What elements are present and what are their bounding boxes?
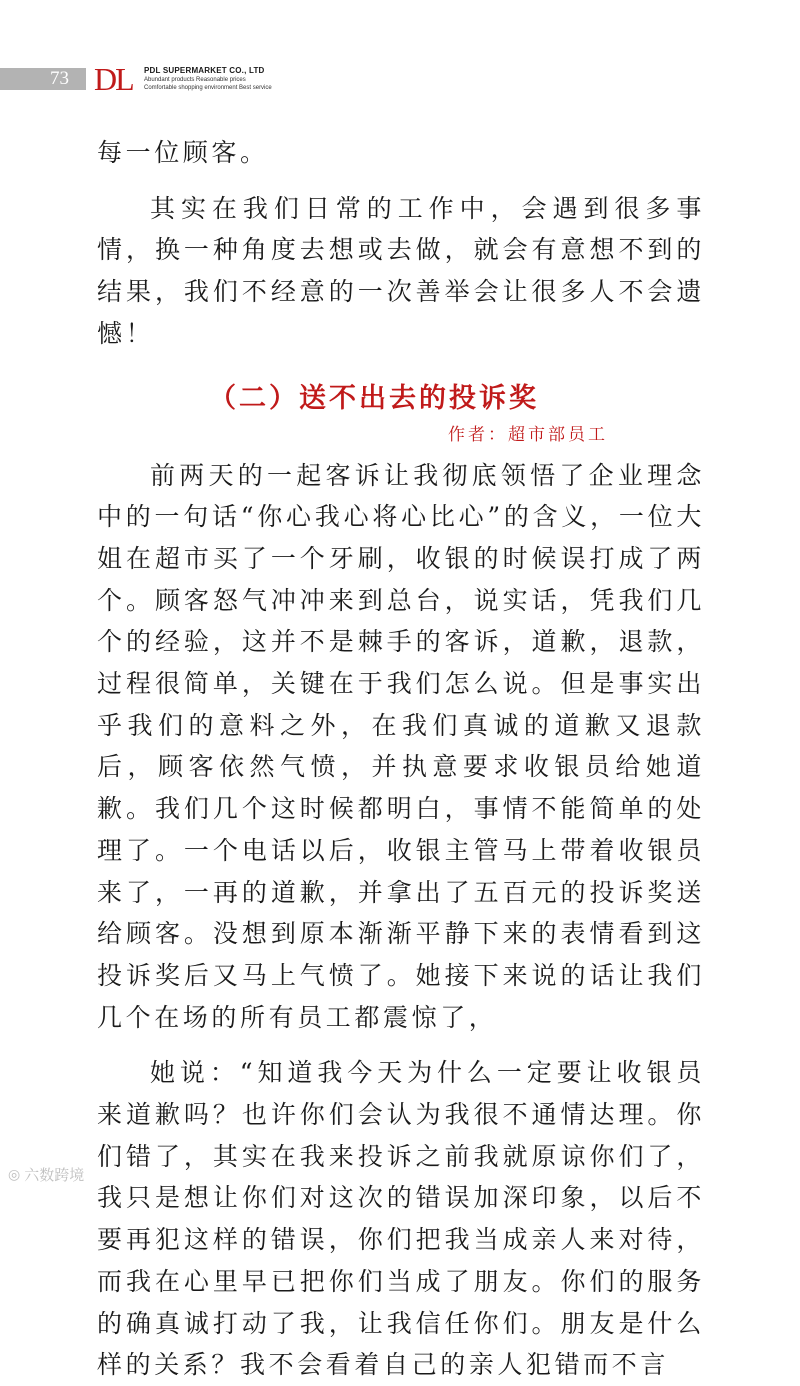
paragraph-story: 前两天的一起客诉让我彻底领悟了企业理念中的一句话“你心我心将心比心”的含义，一位大姐在超市买了一个牙刷，收银的时候误打成了两个。顾客怒气冲冲来到总台，说实话，凭我们几个的经验，这并不是棘手的客诉，道歉，退款，过程很简单，关键在于我们怎么说。但是事实出乎我们的意料之外，在我们真诚的道歉又退款后，顾客依然气愤，并执意要求收银员给她道歉。我们几个这时候都明白，事情不能简单的处理了。一个电话以后，收银主管马上带着收银员来了，一再的道歉，并拿出了五百元的投诉奖送给顾客。没想到原本渐渐平静下来的表情看到这投诉奖后又马上气愤了。她接下来说的话让我们几个在场的所有员工都震惊了， (97, 460, 705, 1032)
company-name: PDL SUPERMARKET CO., LTD (144, 66, 265, 75)
company-logo-text (144, 65, 304, 92)
watermark-logo-icon: ◎ (8, 1167, 21, 1183)
page-header (0, 60, 300, 100)
section-title: （二）送不出去的投诉奖 (209, 382, 539, 414)
author-byline: 作者：超市部员工 (448, 424, 608, 445)
company-logo-mark: DL (94, 61, 133, 97)
watermark-text: 六数跨境 (24, 1166, 85, 1184)
page-number: 73 (50, 68, 69, 89)
paragraph-reflection: 其实在我们日常的工作中，会遇到很多事情，换一种角度去想或去做，就会有意想不到的结果，我们不经意的一次善举会让很多人不会遗憾！ (97, 193, 705, 348)
paragraph-continued: 每一位顾客。 (97, 138, 269, 167)
article-body (97, 132, 705, 1386)
paragraph-quote: 她说：“知道我今天为什么一定要让收银员来道歉吗？也许你们会认为我很不通情达理。你们错了，其实在我来投诉之前我就原谅你们了，我只是想让你们对这次的错误加深印象，以后不要再犯这样的错误，你们把我当成亲人来对待，而我在心里早已把你们当成了朋友。你们的服务的确真诚打动了我，让我信任你们。朋友是什么样的关系？我不会看着自己的亲人犯错而不言 (97, 1058, 705, 1380)
slogan-line-1: Abundant products Reasonable prices (144, 77, 246, 83)
slogan-line-2: Comfortable shopping environment Best service (144, 85, 272, 91)
watermark (8, 1165, 84, 1185)
